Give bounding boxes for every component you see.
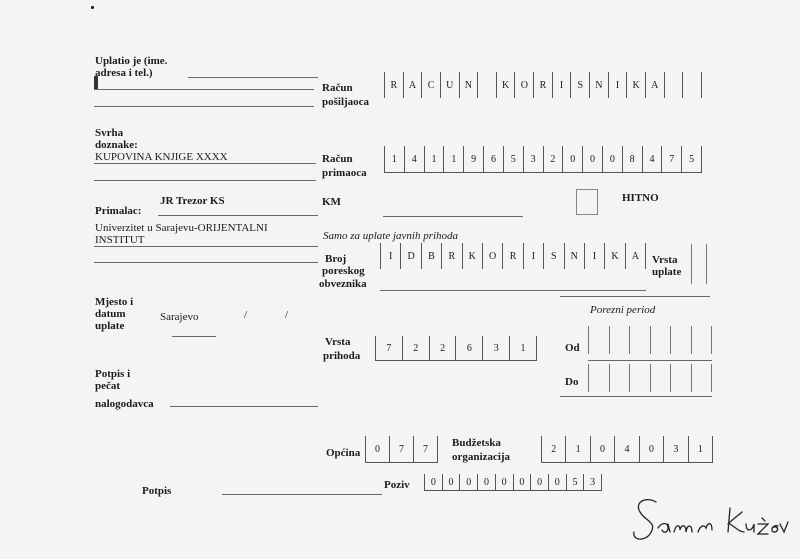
sender-account-cell[interactable]: I	[552, 72, 571, 98]
recipient-account-cell[interactable]: 1	[443, 146, 463, 172]
tax-number-cell[interactable]: R	[502, 243, 522, 269]
municipality-cell[interactable]: 7	[413, 436, 438, 462]
place-value: Sarajevo	[160, 311, 199, 323]
recipient-account-cell[interactable]: 4	[404, 146, 424, 172]
recipient-account-cell[interactable]: 7	[661, 146, 681, 172]
urgent-checkbox[interactable]	[576, 189, 598, 215]
sender-account-cell[interactable]: R	[533, 72, 552, 98]
from-period-cell[interactable]	[670, 326, 691, 354]
recipient-account-label-1: Račun	[322, 153, 353, 165]
recipient-account-cell[interactable]: 0	[582, 146, 602, 172]
period-bottom-line	[560, 396, 712, 397]
from-period-cell[interactable]	[609, 326, 630, 354]
recipient-label: Primalac:	[95, 205, 142, 217]
purpose-line-2	[94, 180, 316, 181]
sender-account-cell[interactable]: R	[384, 72, 403, 98]
speck-mark	[91, 6, 94, 9]
public-revenue-heading: Samo za uplate javnih prihoda	[323, 230, 459, 242]
municipality-cell[interactable]: 0	[365, 436, 389, 462]
revenue-type-cell[interactable]: 2	[402, 336, 429, 360]
tax-number-label-2: poreskog	[322, 265, 365, 277]
reference-label: Poziv	[384, 479, 410, 491]
recipient-account-cell[interactable]: 6	[483, 146, 503, 172]
recipient-value-2: INSTITUT	[95, 234, 145, 246]
revenue-type-label-1: Vrsta	[325, 336, 351, 348]
budget-org-cell[interactable]: 1	[688, 436, 713, 462]
to-period-cell[interactable]	[588, 364, 609, 392]
tax-number-cell[interactable]: S	[543, 243, 563, 269]
recipient-line-2	[94, 246, 318, 247]
sender-account-cell[interactable]: S	[570, 72, 589, 98]
recipient-account-label-2: primaoca	[322, 167, 367, 179]
tax-number-boxes	[380, 243, 646, 269]
payment-type-box[interactable]	[691, 244, 707, 284]
tax-number-cell[interactable]: K	[604, 243, 624, 269]
recipient-line-3	[94, 262, 318, 263]
payer-line-1	[188, 77, 318, 78]
period-divider-line	[588, 360, 712, 361]
payment-type-label-2: uplate	[652, 266, 682, 278]
tax-number-baseline	[380, 290, 646, 291]
sender-account-cell[interactable]: N	[459, 72, 478, 98]
from-period-cell[interactable]	[629, 326, 650, 354]
tax-period-heading: Porezni period	[590, 304, 656, 316]
payer-line-3	[94, 106, 314, 107]
date-separator-2: /	[285, 309, 289, 321]
recipient-account-cell[interactable]: 3	[523, 146, 543, 172]
budget-org-cell[interactable]: 4	[614, 436, 638, 462]
tax-number-cell[interactable]: I	[380, 243, 400, 269]
revenue-type-cell[interactable]: 2	[429, 336, 456, 360]
urgent-label: HITNO	[622, 192, 659, 204]
sender-account-cell[interactable]: A	[403, 72, 422, 98]
tax-number-cell[interactable]: N	[564, 243, 584, 269]
budget-org-cell[interactable]: 2	[541, 436, 565, 462]
place-date-label-1: Mjesto i	[95, 296, 134, 308]
budget-org-label-1: Budžetska	[452, 437, 501, 449]
reference-cell[interactable]: 0	[548, 474, 566, 490]
amount-label: KM	[322, 196, 341, 208]
tax-number-label-1: Broj	[325, 253, 347, 265]
budget-org-boxes	[541, 436, 713, 463]
reference-cell[interactable]: 5	[566, 474, 584, 490]
to-period-grid[interactable]	[588, 364, 712, 392]
signature-stamp-label-1: Potpis i	[95, 368, 131, 380]
sender-account-cell[interactable]: N	[589, 72, 608, 98]
from-label: Od	[565, 342, 580, 354]
recipient-account-cell[interactable]: 0	[602, 146, 622, 172]
tax-number-cell[interactable]: I	[584, 243, 604, 269]
recipient-account-cell[interactable]: 9	[463, 146, 483, 172]
reference-cell[interactable]: 0	[442, 474, 460, 490]
tax-period-top-line	[560, 296, 710, 297]
purpose-label-2: doznake:	[95, 139, 138, 151]
purpose-line-1	[94, 163, 316, 164]
sender-account-cell[interactable]: U	[440, 72, 459, 98]
date-separator-1: /	[244, 309, 248, 321]
municipality-label: Općina	[326, 447, 361, 459]
from-period-cell[interactable]	[588, 326, 609, 354]
payment-type-label-1: Vrsta	[652, 254, 678, 266]
recipient-account-cell[interactable]: 1	[424, 146, 444, 172]
reference-cell[interactable]: 3	[583, 474, 602, 490]
sender-account-cell[interactable]: O	[514, 72, 533, 98]
sender-account-cell[interactable]	[664, 72, 683, 98]
place-date-label-2: datum	[95, 308, 126, 320]
revenue-type-cell[interactable]: 3	[482, 336, 509, 360]
sender-account-cell[interactable]: A	[645, 72, 664, 98]
recipient-account-boxes	[384, 146, 702, 173]
reference-cell[interactable]: 0	[424, 474, 442, 490]
signature-stamp-line	[170, 406, 318, 407]
to-label: Do	[565, 376, 579, 388]
budget-org-label-2: organizacija	[452, 451, 511, 463]
revenue-type-cell[interactable]: 1	[509, 336, 537, 360]
sender-account-label-2: pošiljaoca	[322, 96, 370, 108]
municipality-cell[interactable]: 7	[389, 436, 413, 462]
from-period-cell[interactable]	[691, 326, 713, 354]
place-date-line	[172, 336, 216, 337]
payer-label-2: adresa i tel.)	[95, 67, 153, 79]
budget-org-cell[interactable]: 0	[590, 436, 614, 462]
signature-stamp-label-3: nalogodavca	[95, 398, 154, 410]
revenue-type-boxes	[375, 336, 537, 361]
purpose-value: KUPOVINA KNJIGE XXXX	[95, 151, 228, 163]
budget-org-cell[interactable]: 3	[663, 436, 687, 462]
payer-label-1: Uplatio je (ime.	[95, 55, 168, 67]
recipient-account-cell[interactable]: 5	[503, 146, 523, 172]
tax-number-cell[interactable]: O	[482, 243, 502, 269]
reference-cell[interactable]: 0	[495, 474, 513, 490]
reference-cell[interactable]: 0	[513, 474, 531, 490]
to-period-cell[interactable]	[609, 364, 630, 392]
place-date-label-3: uplate	[95, 320, 125, 332]
budget-org-cell[interactable]: 1	[565, 436, 589, 462]
to-period-cell[interactable]	[629, 364, 650, 392]
sender-account-cell[interactable]: I	[608, 72, 627, 98]
sender-account-cell[interactable]: K	[626, 72, 645, 98]
from-period-cell[interactable]	[650, 326, 671, 354]
sender-account-boxes	[384, 72, 702, 98]
signature-stamp-label-2: pečat	[95, 380, 121, 392]
signature-strokes	[634, 500, 788, 539]
tax-number-cell[interactable]: B	[421, 243, 441, 269]
recipient-value-1: Univerzitet u Sarajevu-ORIJENTALNI	[95, 222, 268, 234]
sender-account-cell[interactable]: K	[496, 72, 515, 98]
sender-account-label-1: Račun	[322, 82, 353, 94]
recipient-short-value: JR Trezor KS	[160, 195, 225, 207]
sender-account-cell[interactable]	[477, 72, 496, 98]
revenue-type-cell[interactable]: 6	[455, 336, 482, 360]
to-period-cell[interactable]	[670, 364, 691, 392]
reference-boxes	[424, 474, 602, 491]
reference-cell[interactable]: 0	[477, 474, 495, 490]
revenue-type-label-2: prihoda	[323, 350, 361, 362]
footer-signature-label: Potpis	[142, 485, 172, 497]
to-period-cell[interactable]	[691, 364, 713, 392]
amount-line	[383, 216, 523, 217]
recipient-account-cell[interactable]: 1	[384, 146, 404, 172]
recipient-account-cell[interactable]: 8	[622, 146, 642, 172]
sender-account-cell[interactable]: C	[421, 72, 440, 98]
footer-signature-line	[222, 494, 382, 495]
recipient-line-1	[158, 215, 318, 216]
sender-account-cell[interactable]	[682, 72, 702, 98]
tax-number-cell[interactable]: A	[625, 243, 646, 269]
tax-number-cell[interactable]: R	[441, 243, 461, 269]
to-period-cell[interactable]	[650, 364, 671, 392]
recipient-account-cell[interactable]: 5	[681, 146, 702, 172]
recipient-account-cell[interactable]: 4	[642, 146, 662, 172]
recipient-account-cell[interactable]: 2	[543, 146, 563, 172]
from-period-grid[interactable]	[588, 326, 712, 354]
payer-line-2	[94, 89, 314, 90]
budget-org-cell[interactable]: 0	[639, 436, 663, 462]
tax-number-cell[interactable]: K	[462, 243, 482, 269]
tax-number-cell[interactable]: D	[400, 243, 420, 269]
revenue-type-cell[interactable]: 7	[375, 336, 402, 360]
recipient-account-cell[interactable]: 0	[562, 146, 582, 172]
purpose-label-1: Svrha	[95, 127, 124, 139]
municipality-boxes	[365, 436, 438, 463]
reference-cell[interactable]: 0	[530, 474, 548, 490]
tax-number-label-3: obveznika	[319, 278, 367, 290]
handwritten-signature	[628, 488, 796, 548]
tax-number-cell[interactable]: I	[523, 243, 543, 269]
reference-cell[interactable]: 0	[459, 474, 477, 490]
